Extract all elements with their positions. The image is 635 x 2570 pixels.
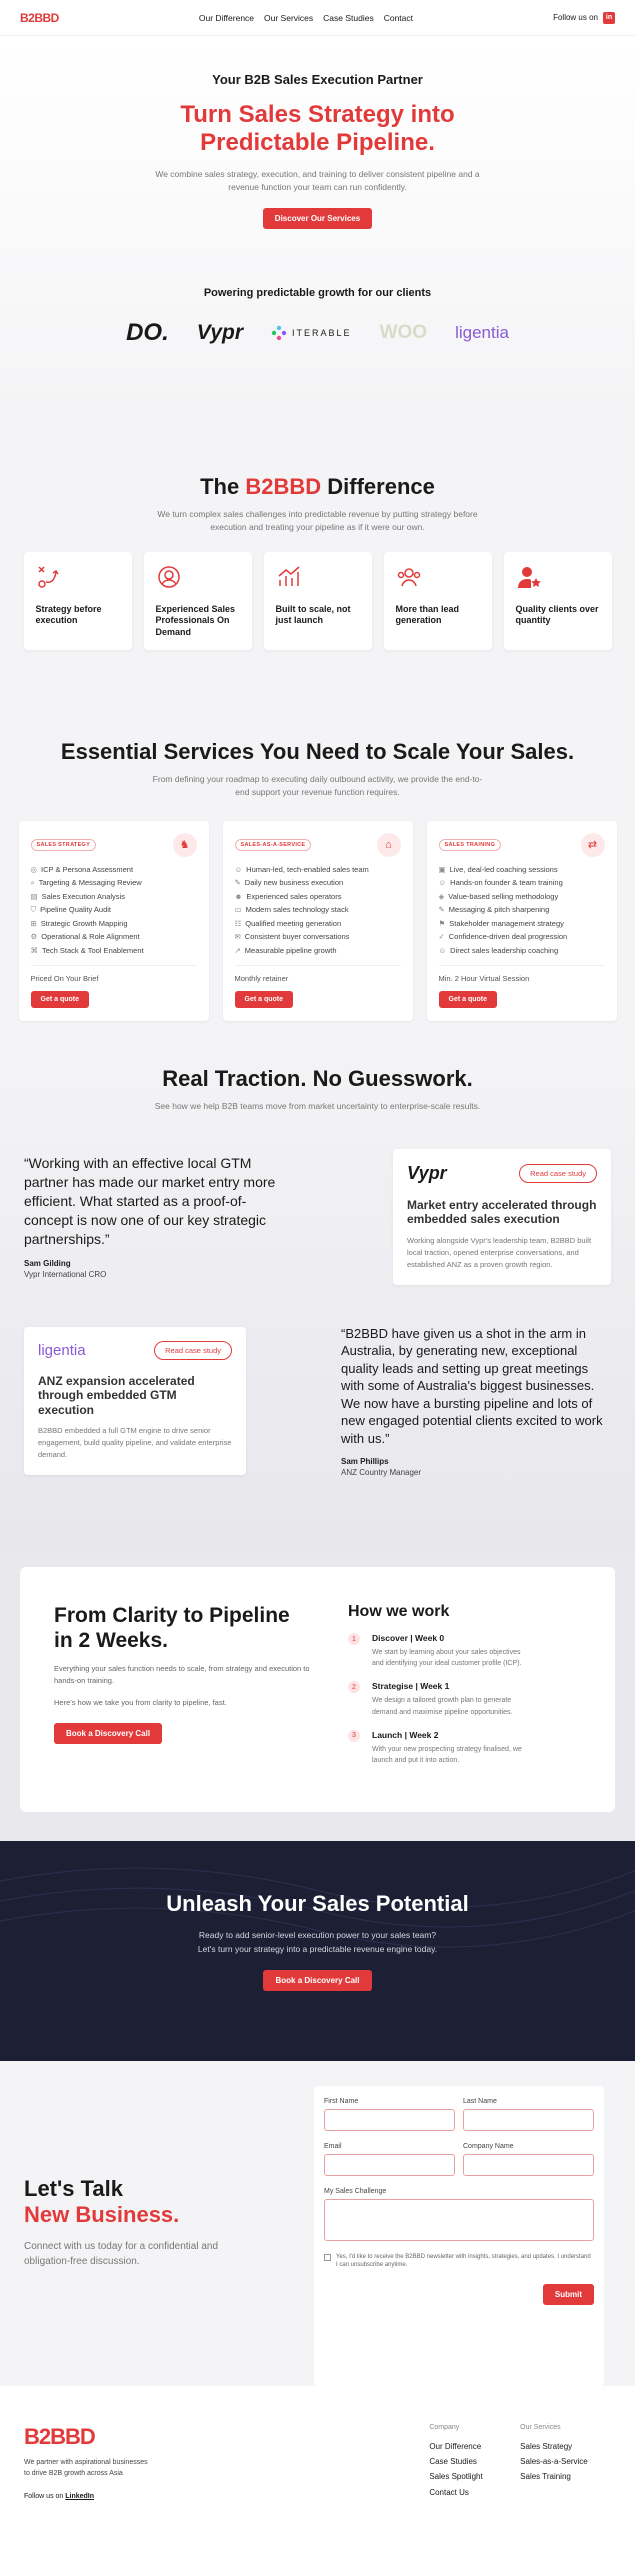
get-quote-button[interactable]: Get a quote <box>235 991 294 1008</box>
difference-card-title: Experienced Sales Professionals On Demand <box>155 603 236 637</box>
list-item: ☺ Human-led, tech-enabled sales team <box>234 864 369 874</box>
footer-link-saas[interactable]: Sales-as-a-Service <box>520 2457 588 2467</box>
traction-title: Real Traction. No Guesswork. <box>162 1066 473 1091</box>
case-description: B2BBD embedded a full GTM engine to drive senior engagement, build quality pipeline, and validate enterprise demand. <box>38 1426 232 1460</box>
services-subtitle: From defining your roadmap to executing daily outbound activity, we provide the end-to-end support your revenue function requires. <box>152 774 483 797</box>
difference-card <box>264 552 372 650</box>
step-desc: We start by learning about your sales objectives and identifying your ideal customer profile (ICP). <box>372 1649 522 1668</box>
first-name-label: First Name <box>324 2098 359 2105</box>
chess-icon: ♞ <box>173 833 197 857</box>
submit-button[interactable]: Submit <box>543 2284 594 2305</box>
step-item <box>348 1633 581 1669</box>
sales-challenge-label: My Sales Challenge <box>324 2188 387 2195</box>
contact-form <box>314 2086 604 2386</box>
list-item: ☷ Qualified meeting generation <box>234 918 342 928</box>
list-item: ☻ Experienced sales operators <box>234 891 342 901</box>
list-item: ✎ Messaging & pitch sharpening <box>438 905 550 914</box>
footer-link-training[interactable]: Sales Training <box>520 2472 571 2482</box>
difference-card <box>384 552 492 650</box>
nav-link-services[interactable]: Our Services <box>264 12 314 23</box>
difference-card <box>144 552 252 650</box>
nav-link-difference[interactable]: Our Difference <box>198 12 255 23</box>
last-name-input[interactable] <box>463 2109 594 2131</box>
quote-role: ANZ Country Manager <box>341 1468 422 1478</box>
service-price: Priced On Your Brief <box>31 965 197 983</box>
growth-chart-icon <box>276 564 360 594</box>
sales-challenge-textarea[interactable] <box>324 2199 594 2241</box>
contact-section <box>0 2061 635 2386</box>
footer-company-col <box>429 2424 520 2570</box>
step-title: Strategise | Week 1 <box>372 1681 450 1692</box>
unleash-line-2: Let's turn your strategy into a predictable revenue engine today. <box>197 1943 438 1954</box>
professional-icon <box>156 564 240 594</box>
clarity-text: Everything your sales function needs to scale, from strategy and execution to hands-on training. <box>54 1664 310 1686</box>
footer-logo[interactable]: B2BBD <box>24 2424 95 2449</box>
list-item: ⚙ Operational & Role Alignment <box>30 932 140 941</box>
difference-card-title: Built to scale, not just launch <box>275 603 351 626</box>
contact-title-2: New Business. <box>24 2202 180 2228</box>
list-item: ☺ Direct sales leadership coaching <box>438 945 559 955</box>
hero-subtitle: We combine sales strategy, execution, and training to deliver consistent pipeline and a revenue function your team can run confidently. <box>155 169 480 192</box>
list-item: ⌕ Targeting & Messaging Review <box>30 878 142 887</box>
difference-card-title: More than lead generation <box>395 603 460 626</box>
linkedin-icon[interactable]: in <box>603 12 615 24</box>
step-number: 3 <box>348 1730 360 1742</box>
difference-subtitle: We turn complex sales challenges into predictable revenue by putting strategy before execution and treating your pipeline as if it were our own. <box>157 509 478 532</box>
book-discovery-call-button[interactable]: Book a Discovery Call <box>263 1970 371 1991</box>
step-item <box>348 1681 581 1717</box>
service-card-strategy <box>19 821 209 1021</box>
contact-subtitle: Connect with us today for a confidential and obligation-free discussion. <box>24 2240 219 2267</box>
read-case-study-button[interactable]: Read case study <box>519 1164 597 1183</box>
difference-cards <box>0 552 635 650</box>
traction-row-2 <box>0 1325 635 1478</box>
testimonial-quote <box>24 1154 279 1278</box>
list-item: ▣ Live, deal-led coaching sessions <box>438 864 558 874</box>
newsletter-consent-text: Yes, I'd like to receive the B2BBD newsletter with insights, strategies, and updates. I understand I can unsubscribe anytime. <box>336 2254 591 2269</box>
list-item: ◈ Value-based selling methodology <box>438 891 559 901</box>
difference-title-post: Difference <box>327 474 435 499</box>
footer-follow-label: Follow us on <box>24 2493 64 2500</box>
last-name-label: Last Name <box>463 2098 497 2105</box>
client-logo-vypr: Vypr <box>196 320 244 344</box>
service-card-saas <box>223 821 413 1021</box>
read-case-study-button[interactable]: Read case study <box>154 1341 232 1360</box>
hero-title: Turn Sales Strategy into Predictable Pipeline. <box>180 101 455 156</box>
service-feature-list <box>31 863 197 958</box>
traction-section <box>0 1036 635 1551</box>
case-study-card <box>393 1149 611 1285</box>
quote-text: “Working with an effective local GTM partner has made our market entry more efficient. What started as a proof-of-concept is now one of our key strategic partnerships.” <box>24 1155 276 1247</box>
list-item: ▭ Modern sales technology stack <box>234 905 349 914</box>
top-nav <box>0 0 635 36</box>
list-item: ⌘ Tech Stack & Tool Enablement <box>30 945 144 955</box>
list-item: ⚑ Stakeholder management strategy <box>438 918 564 928</box>
iterable-text: ITERABLE <box>292 327 352 338</box>
difference-card <box>504 552 612 650</box>
iterable-mark-icon <box>271 325 287 341</box>
step-desc: We design a tailored growth plan to generate demand and maximise pipeline opportunities. <box>372 1697 513 1716</box>
first-name-input[interactable] <box>324 2109 455 2131</box>
unleash-cta-section <box>0 1841 635 2061</box>
traction-row-1 <box>0 1149 635 1285</box>
strategy-icon <box>36 564 120 594</box>
newsletter-checkbox[interactable] <box>324 2254 331 2261</box>
services-title: Essential Services You Need to Scale Your Sales. <box>60 739 575 764</box>
quote-role: Vypr International CRO <box>24 1269 107 1279</box>
client-logo-woo: WOO <box>379 321 428 343</box>
step-title: Launch | Week 2 <box>372 1729 439 1740</box>
nav-links <box>59 13 553 23</box>
service-price: Monthly retainer <box>235 965 401 983</box>
difference-section <box>0 416 635 681</box>
case-logo-vypr: Vypr <box>407 1162 447 1183</box>
footer-tagline-1: We partner with aspirational businesses <box>24 2459 148 2466</box>
follow-label: Follow us on <box>553 13 598 22</box>
clarity-section <box>0 1551 635 1841</box>
difference-card-title: Strategy before execution <box>35 603 102 626</box>
team-icon <box>396 564 480 594</box>
how-we-work-title: How we work <box>348 1603 450 1620</box>
nav-link-contact[interactable]: Contact <box>383 12 414 23</box>
step-item <box>348 1730 581 1766</box>
difference-title <box>0 474 635 500</box>
difference-title-brand: B2BBD <box>245 474 322 499</box>
list-item: ◎ ICP & Persona Assessment <box>30 864 134 874</box>
hero-eyebrow: Your B2B Sales Execution Partner <box>212 72 423 87</box>
case-description: Working alongside Vypr's leadership team, B2BBD built local traction, opened enterprise conversations, and established ANZ as a proven growth region. <box>407 1235 592 1269</box>
client-logo-do: DO. <box>126 318 169 346</box>
service-tag: SALES STRATEGY <box>31 839 97 851</box>
client-logos <box>0 319 635 347</box>
client-logo-ligentia: ligentia <box>455 322 509 342</box>
client-logo-iterable <box>271 325 352 341</box>
training-icon: ⇄ <box>581 833 605 857</box>
footer-link-spotlight[interactable]: Sales Spotlight <box>429 2472 483 2482</box>
service-price: Min. 2 Hour Virtual Session <box>439 965 605 983</box>
footer-link-case-studies[interactable]: Case Studies <box>429 2457 477 2467</box>
footer-services-col <box>520 2424 611 2570</box>
difference-card <box>24 552 132 650</box>
company-name-input[interactable] <box>463 2154 594 2176</box>
client-star-icon <box>516 564 600 594</box>
list-item: ☺ Hands-on founder & team training <box>438 878 563 887</box>
services-section <box>0 681 635 1036</box>
footer-link-contact[interactable]: Contact Us <box>429 2487 469 2497</box>
email-input[interactable] <box>324 2154 455 2176</box>
step-number: 2 <box>348 1681 360 1693</box>
quote-author: Sam Gilding <box>24 1258 71 1268</box>
clarity-card <box>20 1567 615 1812</box>
get-quote-button[interactable]: Get a quote <box>31 991 90 1008</box>
case-title: Market entry accelerated through embedded sales execution <box>407 1197 597 1227</box>
quote-text: “B2BBD have given us a shot in the arm in Australia, by generating new, exceptional quality leads and setting up great meetings with some of Australia's biggest businesses. We now have a bursting pipeline and lots of new engaged potential clients excited to work with us.” <box>341 1325 603 1446</box>
footer-linkedin-link[interactable]: LinkedIn <box>65 2493 95 2500</box>
testimonial-quote <box>341 1325 611 1478</box>
list-item: ⊞ Strategic Growth Mapping <box>30 918 128 928</box>
brand-logo[interactable]: B2BBD <box>20 10 59 25</box>
service-feature-list <box>235 863 401 958</box>
case-study-card <box>24 1327 246 1475</box>
service-feature-list <box>439 863 605 958</box>
service-tag: SALES-AS-A-SERVICE <box>235 839 312 851</box>
traction-subtitle: See how we help B2B teams move from market uncertainty to enterprise-scale results. <box>154 1101 481 1111</box>
company-name-label: Company Name <box>463 2143 514 2150</box>
service-cards <box>0 821 635 1021</box>
list-item: ✎ Daily new business execution <box>234 878 344 887</box>
email-label: Email <box>324 2143 342 2150</box>
footer-company-title: Company <box>429 2424 460 2431</box>
clarity-text-2: Here's how we take you from clarity to pipeline, fast. <box>54 1698 227 1708</box>
contact-title-1: Let's Talk <box>24 2176 123 2201</box>
footer-tagline-2: to drive B2B growth across Asia <box>24 2469 123 2477</box>
step-number: 1 <box>348 1633 360 1645</box>
service-tag: SALES TRAINING <box>439 839 502 851</box>
footer-link-difference[interactable]: Our Difference <box>429 2442 482 2451</box>
book-discovery-call-button[interactable]: Book a Discovery Call <box>54 1723 162 1744</box>
footer-services-title: Our Services <box>520 2424 561 2431</box>
footer-link-strategy[interactable]: Sales Strategy <box>520 2442 573 2451</box>
quote-author: Sam Phillips <box>341 1457 389 1467</box>
case-logo-ligentia: ligentia <box>38 1341 86 1359</box>
nav-link-case-studies[interactable]: Case Studies <box>323 12 374 23</box>
powering-heading: Powering predictable growth for our clients <box>203 286 432 299</box>
service-card-training <box>427 821 617 1021</box>
unleash-line-1: Ready to add senior-level execution power to your sales team? <box>198 1930 437 1940</box>
difference-card-title: Quality clients over quantity <box>515 603 599 626</box>
list-item: ⛉ Pipeline Quality Audit <box>30 905 112 914</box>
case-title: ANZ expansion accelerated through embedded GTM execution <box>38 1373 195 1417</box>
hero-section <box>0 36 635 416</box>
footer <box>0 2386 635 2570</box>
clarity-title: From Clarity to Pipeline in 2 Weeks. <box>54 1604 290 1653</box>
list-item: ✉ Consistent buyer conversations <box>234 932 350 941</box>
discover-services-button[interactable]: Discover Our Services <box>263 208 372 229</box>
list-item: ↗ Measurable pipeline growth <box>234 945 337 955</box>
list-item: ✓ Confidence-driven deal progression <box>438 932 568 941</box>
building-icon: ⌂ <box>377 833 401 857</box>
get-quote-button[interactable]: Get a quote <box>439 991 498 1008</box>
step-title: Discover | Week 0 <box>372 1633 445 1643</box>
unleash-title: Unleash Your Sales Potential <box>166 1891 469 1916</box>
follow-us <box>553 12 615 24</box>
list-item: ▤ Sales Execution Analysis <box>30 891 125 901</box>
step-desc: With your new prospecting strategy finalised, we launch and put it into action. <box>372 1745 522 1764</box>
difference-title-pre: The <box>200 474 240 499</box>
